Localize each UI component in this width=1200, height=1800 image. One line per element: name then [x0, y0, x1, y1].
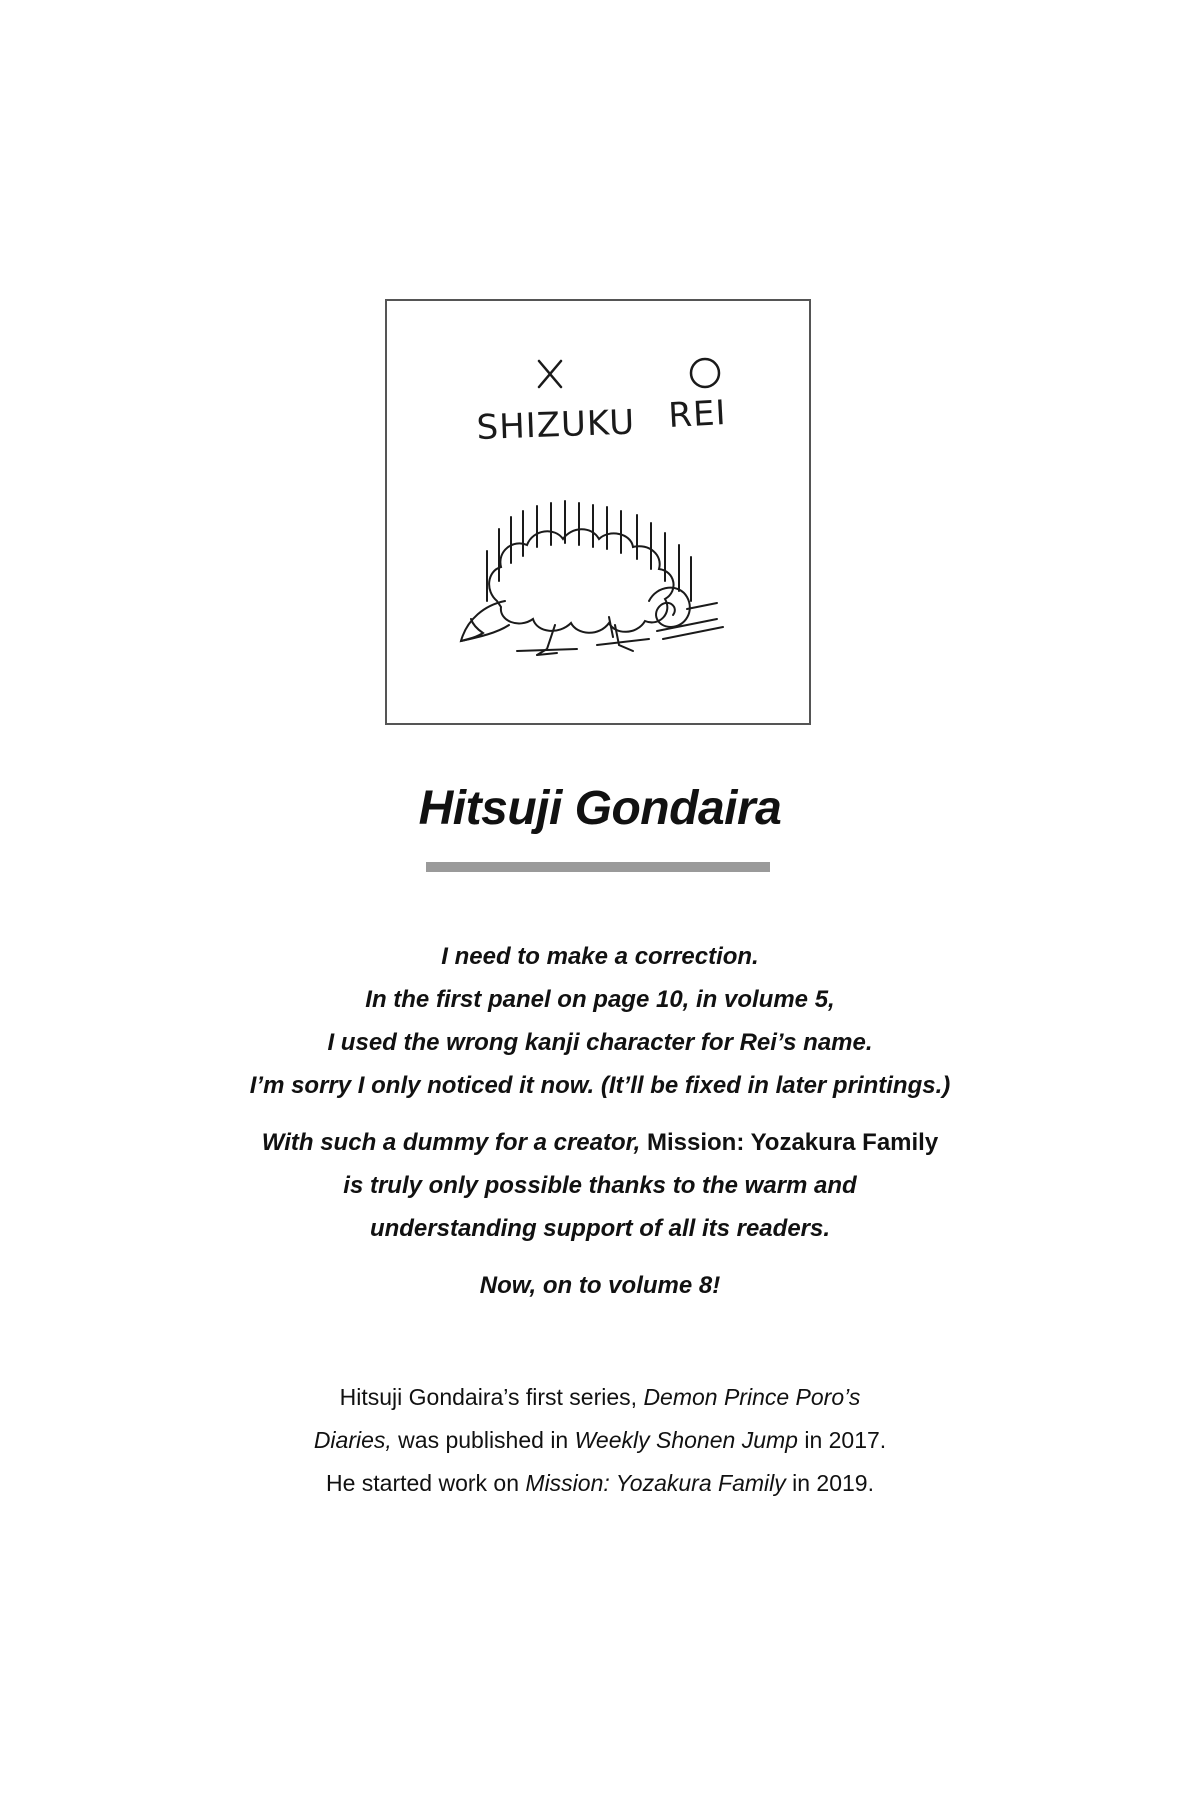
bio-text: He started work on: [325, 1470, 526, 1496]
message-line: is truly only possible thanks to the warm and: [343, 1172, 857, 1199]
magazine-title: Weekly Shonen Jump: [574, 1427, 798, 1453]
author-name: Hitsuji Gondaira: [418, 782, 782, 835]
series-title: Demon Prince Poro’s: [643, 1384, 861, 1410]
sheep-bowing-apology-icon: [461, 501, 723, 655]
bio-text: in 2019.: [785, 1470, 874, 1496]
message-line: I need to make a correction.: [441, 943, 759, 970]
author-underline: [426, 862, 770, 872]
bio-text: was published in: [391, 1427, 575, 1453]
author-message: [0, 935, 1200, 1307]
series-title: Diaries,: [313, 1427, 392, 1453]
illustration-panel: [385, 299, 811, 725]
bio-line: [0, 1462, 1200, 1505]
message-line: understanding support of all its readers.: [369, 1215, 831, 1242]
message-line: [0, 1121, 1200, 1164]
wrong-mark-icon: [539, 361, 561, 387]
bio-text: Hitsuji Gondaira’s first series,: [339, 1384, 644, 1410]
series-title: Mission: Yozakura Family: [647, 1129, 939, 1156]
message-line: I’m sorry I only noticed it now. (It’ll be fixed in later printings.): [249, 1072, 951, 1099]
message-closing: Now, on to volume 8!: [479, 1272, 721, 1299]
message-text: With such a dummy for a creator,: [261, 1129, 647, 1156]
illustration-drawing: [387, 301, 809, 723]
series-title: Mission: Yozakura Family: [525, 1470, 786, 1496]
bio-text: in 2017.: [797, 1427, 887, 1453]
message-line: I used the wrong kanji character for Rei’s name.: [327, 1029, 873, 1056]
author-bio: [0, 1376, 1200, 1505]
right-mark-icon: [691, 359, 719, 387]
bio-line: [0, 1376, 1200, 1419]
right-name-label: REI: [667, 392, 728, 436]
wrong-name-label: SHIZUKU: [475, 402, 636, 448]
message-line: In the first panel on page 10, in volume 5,: [365, 986, 835, 1013]
bio-line: [0, 1419, 1200, 1462]
